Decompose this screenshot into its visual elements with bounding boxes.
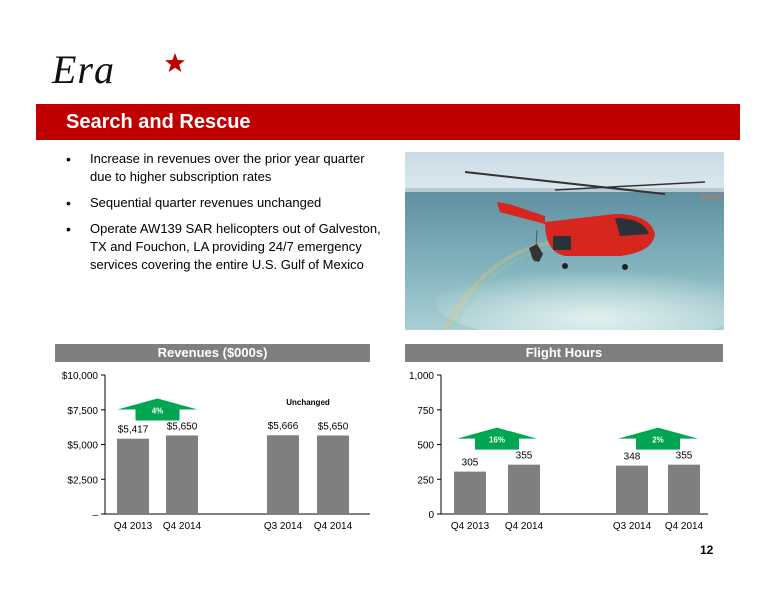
data-label: $5,650 — [317, 421, 349, 433]
helicopter-photo — [405, 152, 724, 330]
y-tick-label: 250 — [417, 475, 434, 487]
flight-hours-chart-title: Flight Hours — [405, 344, 723, 362]
page-number: 12 — [700, 543, 714, 557]
revenues-chart — [0, 365, 388, 540]
data-label: $5,417 — [117, 424, 149, 436]
y-tick-label: 0 — [428, 510, 434, 521]
data-label: 355 — [515, 450, 533, 462]
y-tick-label: $7,500 — [67, 405, 98, 417]
x-tick-label: Q3 2014 — [263, 521, 303, 532]
page-title: Search and Rescue — [66, 111, 251, 133]
bar — [508, 465, 540, 514]
data-label: 305 — [461, 457, 479, 469]
x-tick-label: Q4 2013 — [450, 521, 490, 532]
star-icon — [164, 52, 186, 74]
y-tick-label: $10,000 — [61, 371, 98, 382]
x-tick-label: Q3 2014 — [612, 521, 652, 532]
y-tick-label: 750 — [417, 405, 434, 417]
bullet-list — [66, 150, 386, 282]
era-logo — [52, 47, 192, 96]
y-tick-label: 500 — [417, 440, 434, 452]
data-label: $5,650 — [166, 421, 198, 433]
growth-annotation: 4% — [151, 406, 164, 416]
y-tick-label: $2,500 — [67, 475, 98, 487]
logo-text: Era — [52, 47, 115, 92]
growth-annotation: 16% — [488, 435, 506, 445]
change-annotation: Unchanged — [286, 398, 330, 408]
bar — [668, 465, 700, 514]
bar — [166, 435, 198, 514]
data-label: 348 — [623, 451, 641, 463]
growth-annotation: 2% — [652, 435, 664, 445]
bullet-item: • Increase in revenues over the prior year quarter due to higher subscription rates — [66, 150, 386, 186]
x-tick-label: Q4 2014 — [504, 521, 544, 532]
flight-hours-chart — [388, 365, 776, 540]
x-tick-label: Q4 2013 — [113, 521, 153, 532]
title-bar — [36, 104, 740, 140]
bar — [117, 439, 149, 514]
data-label: 355 — [675, 450, 693, 462]
revenues-chart-title: Revenues ($000s) — [55, 344, 370, 362]
y-tick-label: – — [92, 510, 98, 521]
x-tick-label: Q4 2014 — [664, 521, 704, 532]
bullet-item: • Sequential quarter revenues unchanged — [66, 194, 386, 212]
bar — [267, 435, 299, 514]
bar — [317, 435, 349, 514]
bar — [616, 466, 648, 514]
bar — [454, 472, 486, 514]
x-tick-label: Q4 2014 — [162, 521, 202, 532]
bullet-item: • Operate AW139 SAR helicopters out of Galveston, TX and Fouchon, LA providing 24/7 emergency services covering the entire U.S. Gulf of Mexico — [66, 220, 386, 274]
data-label: $5,666 — [267, 421, 299, 433]
y-tick-label: 1,000 — [408, 371, 434, 382]
y-tick-label: $5,000 — [67, 440, 98, 452]
helicopter-illustration — [405, 152, 724, 330]
x-tick-label: Q4 2014 — [313, 521, 353, 532]
